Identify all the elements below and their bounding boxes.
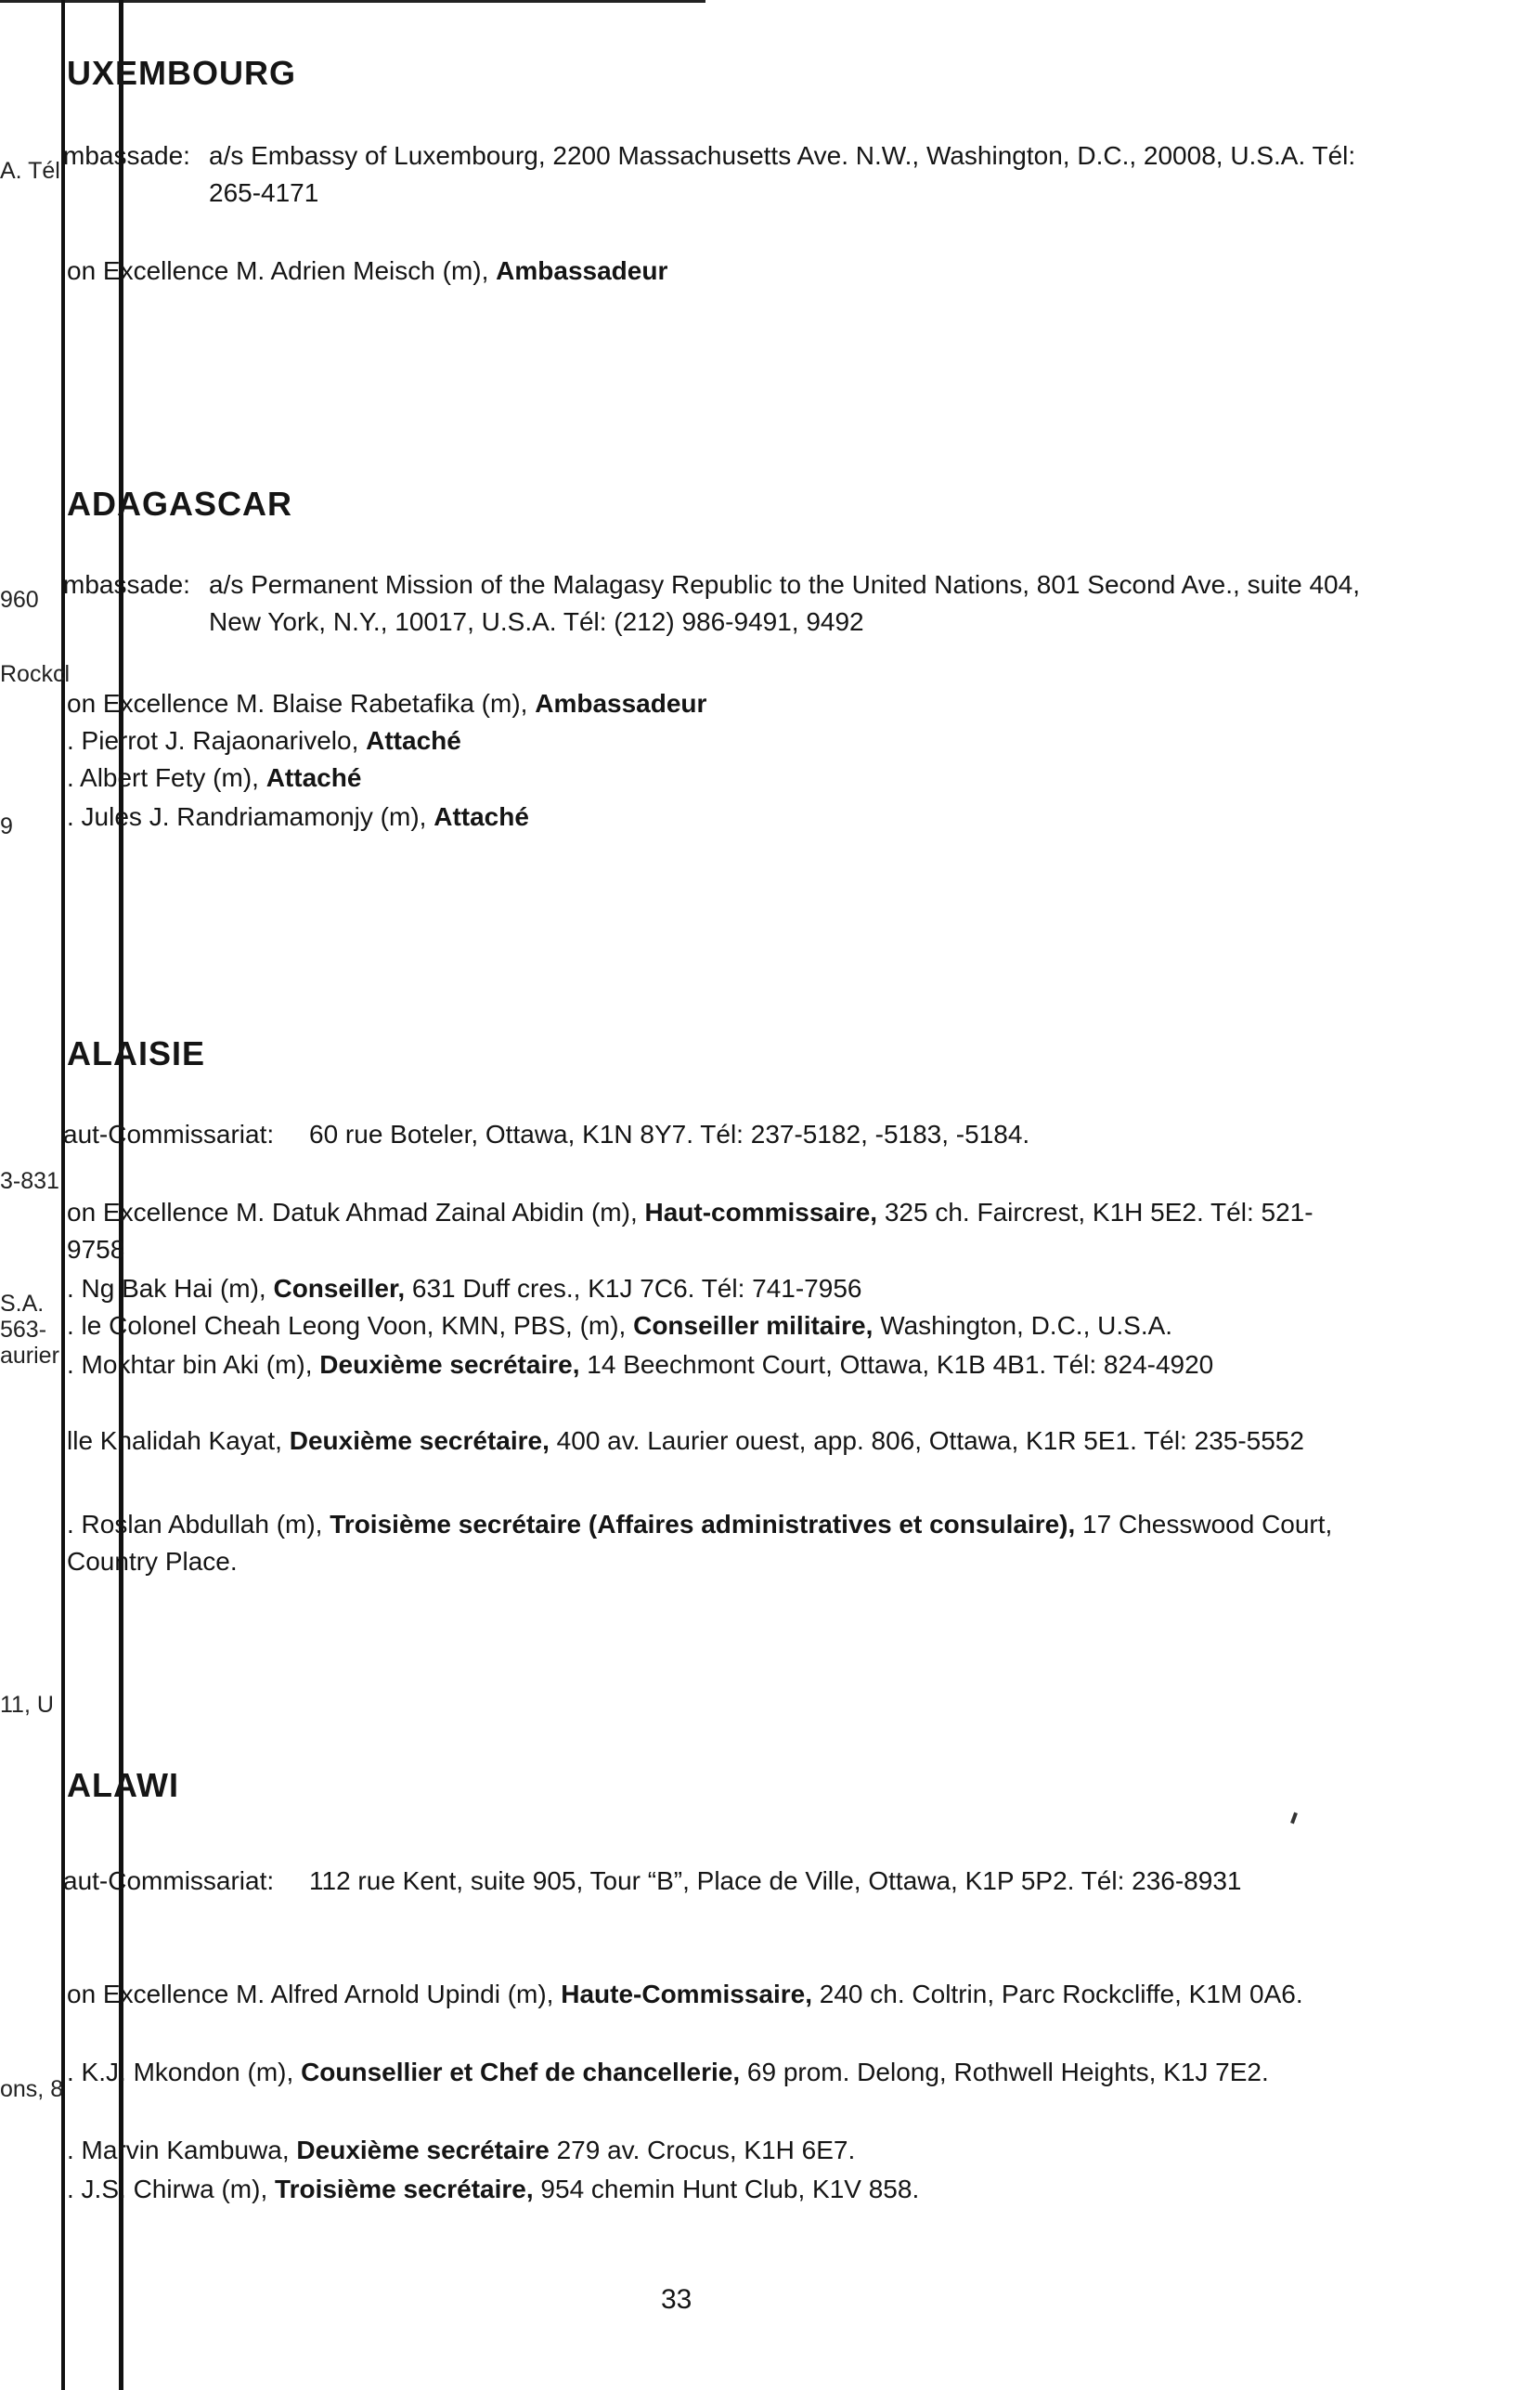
entry-line: . J.S. Chirwa (m), Troisième secrétaire, 954 chemin Hunt Club, K1V 858.: [67, 2175, 920, 2203]
scan-speck: [1290, 1812, 1298, 1825]
section-lead-label: mbassade:: [63, 141, 190, 170]
section-lead-label: aut-Commissariat:: [63, 1120, 275, 1149]
margin-fragment: S.A.: [0, 1291, 45, 1317]
margin-fragment: 960: [0, 587, 39, 613]
entry-line: lle Khalidah Kayat, Deuxième secrétaire, 400 av. Laurier ouest, app. 806, Ottawa, K1R 5E1. Tél: 235-5552: [67, 1426, 1304, 1455]
entry-line: . K.J. Mkondon (m), Counsellier et Chef de chancellerie, 69 prom. Delong, Rothwell Heights, K1J 7E2.: [67, 2058, 1269, 2086]
margin-fragment: A. Tél: [0, 158, 60, 184]
entry-line: on Excellence M. Datuk Ahmad Zainal Abidin (m), Haut-commissaire, 325 ch. Faircrest, K1H 5E2. Tél: 521-9758: [67, 1198, 1314, 1264]
margin-fragment: Rockcl: [0, 661, 71, 687]
margin-fragment: 11, U: [0, 1692, 54, 1718]
entry-line: on Excellence M. Blaise Rabetafika (m), Ambassadeur: [67, 689, 707, 718]
binding-line-left: [61, 0, 65, 2390]
entry-line: . Marvin Kambuwa, Deuxième secrétaire 279 av. Crocus, K1H 6E7.: [67, 2136, 856, 2164]
section-heading: ALAISIE: [67, 1034, 206, 1072]
entry-line: . le Colonel Cheah Leong Voon, KMN, PBS, (m), Conseiller militaire, Washington, D.C., U.S.A.: [67, 1311, 1173, 1340]
margin-fragment: aurier: [0, 1343, 59, 1369]
top-rule: [0, 0, 705, 3]
section-address: 112 rue Kent, suite 905, Tour “B”, Place de Ville, Ottawa, K1P 5P2. Tél: 236-8931: [309, 1866, 1242, 1895]
entry-line: . Roslan Abdullah (m), Troisième secrétaire (Affaires administratives et consulaire), 17 Chesswood Court, Country Place.: [67, 1510, 1333, 1576]
margin-fragment: 3-831: [0, 1168, 59, 1194]
section-lead-label: aut-Commissariat:: [63, 1866, 275, 1895]
section-address: 60 rue Boteler, Ottawa, K1N 8Y7. Tél: 237-5182, -5183, -5184.: [309, 1120, 1030, 1149]
page-number: 33: [661, 2284, 692, 2315]
entry-line: on Excellence M. Alfred Arnold Upindi (m), Haute-Commissaire, 240 ch. Coltrin, Parc Rockcliffe, K1M 0A6.: [67, 1980, 1303, 2008]
margin-fragment: ons, 8: [0, 2076, 64, 2102]
margin-fragment: 9: [0, 813, 13, 839]
section-heading: UXEMBOURG: [67, 54, 297, 92]
entry-line: . Jules J. Randriamamonjy (m), Attaché: [67, 802, 529, 831]
section-lead-label: mbassade:: [63, 570, 190, 599]
entry-line: . Albert Fety (m), Attaché: [67, 763, 362, 792]
margin-fragment: 563-: [0, 1317, 47, 1343]
section-address: a/s Embassy of Luxembourg, 2200 Massachusetts Ave. N.W., Washington, D.C., 20008, U.S.A. Tél: 265-4171: [209, 141, 1356, 207]
section-address: a/s Permanent Mission of the Malagasy Republic to the United Nations, 801 Second Ave., suite 404, New York, N.Y., 10017, U.S.A. Tél: (212) 986-9491, 9492: [209, 570, 1360, 636]
entry-line: . Mokhtar bin Aki (m), Deuxième secrétaire, 14 Beechmont Court, Ottawa, K1B 4B1. Tél: 824-4920: [67, 1350, 1214, 1379]
section-heading: ADAGASCAR: [67, 485, 292, 523]
section-heading: ALAWI: [67, 1766, 179, 1804]
entry-line: . Pierrot J. Rajaonarivelo, Attaché: [67, 726, 461, 755]
entry-line: on Excellence M. Adrien Meisch (m), Ambassadeur: [67, 256, 668, 285]
entry-line: . Ng Bak Hai (m), Conseiller, 631 Duff cres., K1J 7C6. Tél: 741-7956: [67, 1274, 862, 1303]
